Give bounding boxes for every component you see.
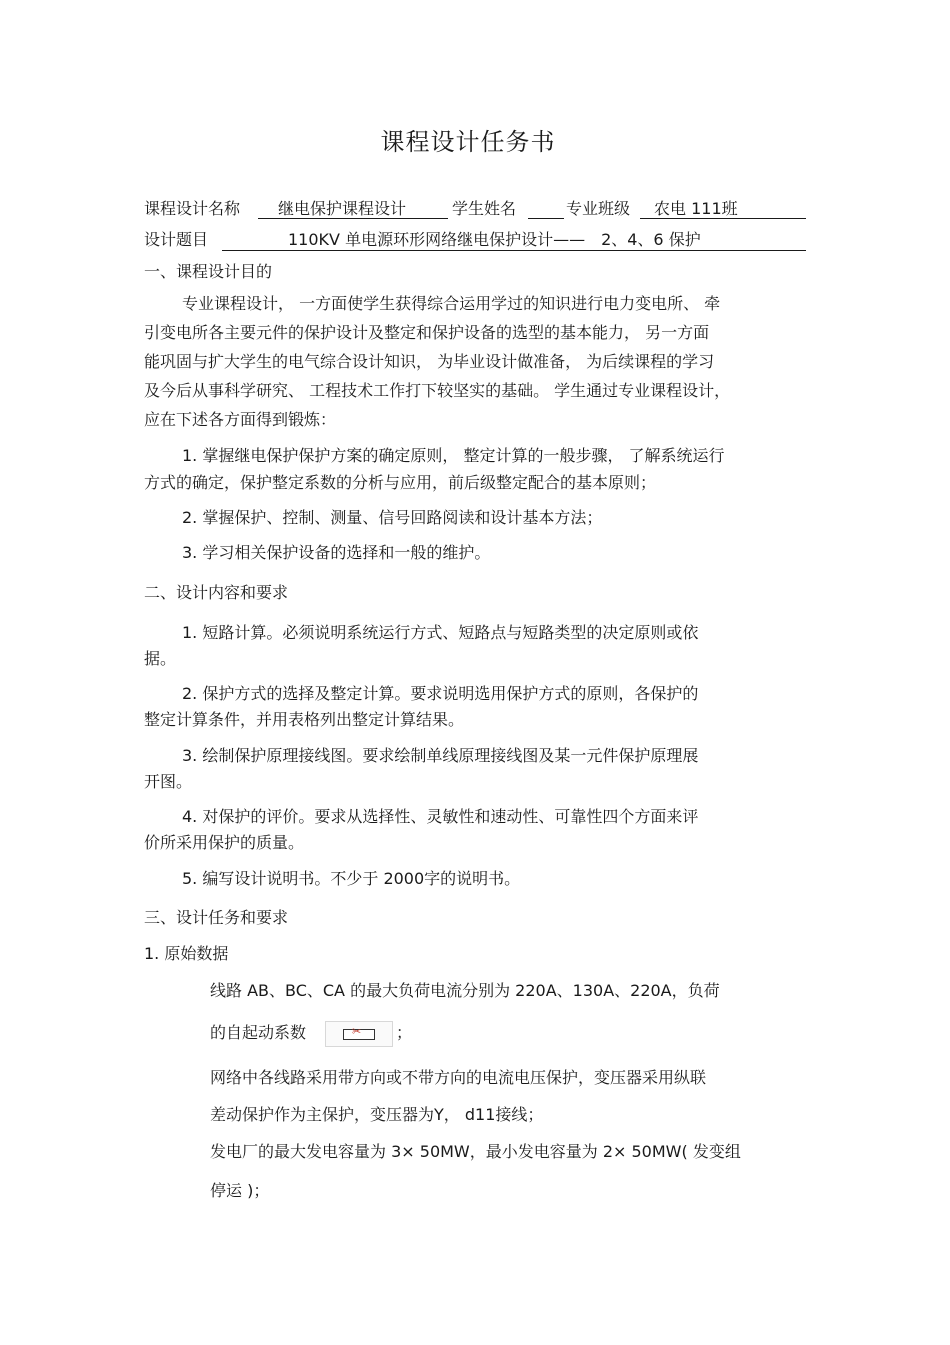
course-name-label: 课程设计名称 — [144, 199, 241, 218]
section3-line: 差动保护作为主保护，变压器为Y， d11接线； — [210, 1105, 544, 1124]
section3-subheading: 1. 原始数据 — [144, 944, 229, 963]
section3-line: 网络中各线路采用带方向或不带方向的电流电压保护，变压器采用纵联 — [210, 1068, 707, 1087]
section2-item-5: 5. 编写设计说明书。不少于 2000字的说明书。 — [182, 869, 521, 888]
topic-underline — [222, 250, 806, 251]
topic-value: 110KV 单电源环形网络继电保护设计—— 2、4、6 保护 — [288, 230, 701, 249]
section2-item-2-line2: 整定计算条件，并用表格列出整定计算结果。 — [144, 710, 465, 729]
section3-line: 的自起动系数 — [210, 1023, 307, 1042]
section3-line: 停运 )； — [210, 1181, 270, 1200]
section1-para-line: 专业课程设计， 一方面使学生获得综合运用学过的知识进行电力变电所、 牵 — [182, 294, 721, 313]
section1-para-line: 引变电所各主要元件的保护设计及整定和保护设备的选型的基本能力， 另一方面 — [144, 323, 710, 342]
section3-line: ； — [396, 1023, 413, 1042]
section1-item-2: 2. 掌握保护、控制、测量、信号回路阅读和设计基本方法； — [182, 508, 603, 527]
section2-heading: 二、设计内容和要求 — [144, 583, 289, 602]
section2-item-1-line2: 据。 — [144, 649, 177, 668]
section1-heading: 一、课程设计目的 — [144, 262, 273, 281]
broken-image-icon: ✂ — [352, 1025, 362, 1038]
section1-item-3: 3. 学习相关保护设备的选择和一般的维护。 — [182, 543, 491, 562]
section1-para-line: 能巩固与扩大学生的电气综合设计知识， 为毕业设计做准备， 为后续课程的学习 — [144, 352, 715, 371]
formula-image-frame — [343, 1025, 375, 1040]
section2-item-4-line1: 4. 对保护的评价。要求从选择性、灵敏性和速动性、可靠性四个方面来评 — [182, 807, 699, 826]
section1-item-1-line1: 1. 掌握继电保护保护方案的确定原则， 整定计算的一般步骤， 了解系统运行 — [182, 446, 725, 465]
section3-heading: 三、设计任务和要求 — [144, 908, 289, 927]
course-name-value: 继电保护课程设计 — [278, 199, 407, 218]
section2-item-1-line1: 1. 短路计算。必须说明系统运行方式、短路点与短路类型的决定原则或依 — [182, 623, 699, 642]
section1-para-line: 及今后从事科学研究、 工程技术工作打下较坚实的基础。 学生通过专业课程设计， — [144, 381, 731, 400]
major-class-label: 专业班级 — [566, 199, 631, 218]
section2-item-2-line1: 2. 保护方式的选择及整定计算。要求说明选用保护方式的原则，各保护的 — [182, 684, 699, 703]
formula-image-placeholder — [325, 1021, 393, 1047]
section1-item-1-line2: 方式的确定，保护整定系数的分析与应用，前后级整定配合的基本原则； — [144, 473, 657, 492]
student-name-underline — [528, 218, 564, 219]
student-name-label: 学生姓名 — [452, 199, 517, 218]
section2-item-3-line2: 开图。 — [144, 772, 193, 791]
section2-item-4-line2: 价所采用保护的质量。 — [144, 833, 305, 852]
topic-label: 设计题目 — [144, 230, 209, 249]
section3-line: 发电厂的最大发电容量为 3× 50MW，最小发电容量为 2× 50MW( 发变组 — [210, 1142, 741, 1161]
section3-line: 线路 AB、BC、CA 的最大负荷电流分别为 220A、130A、220A，负荷 — [210, 981, 720, 1000]
section2-item-3-line1: 3. 绘制保护原理接线图。要求绘制单线原理接线图及某一元件保护原理展 — [182, 746, 699, 765]
major-class-value: 农电 111班 — [654, 199, 738, 218]
section1-para-line: 应在下述各方面得到锻炼： — [144, 410, 337, 429]
page-title: 课程设计任务书 — [380, 128, 556, 156]
